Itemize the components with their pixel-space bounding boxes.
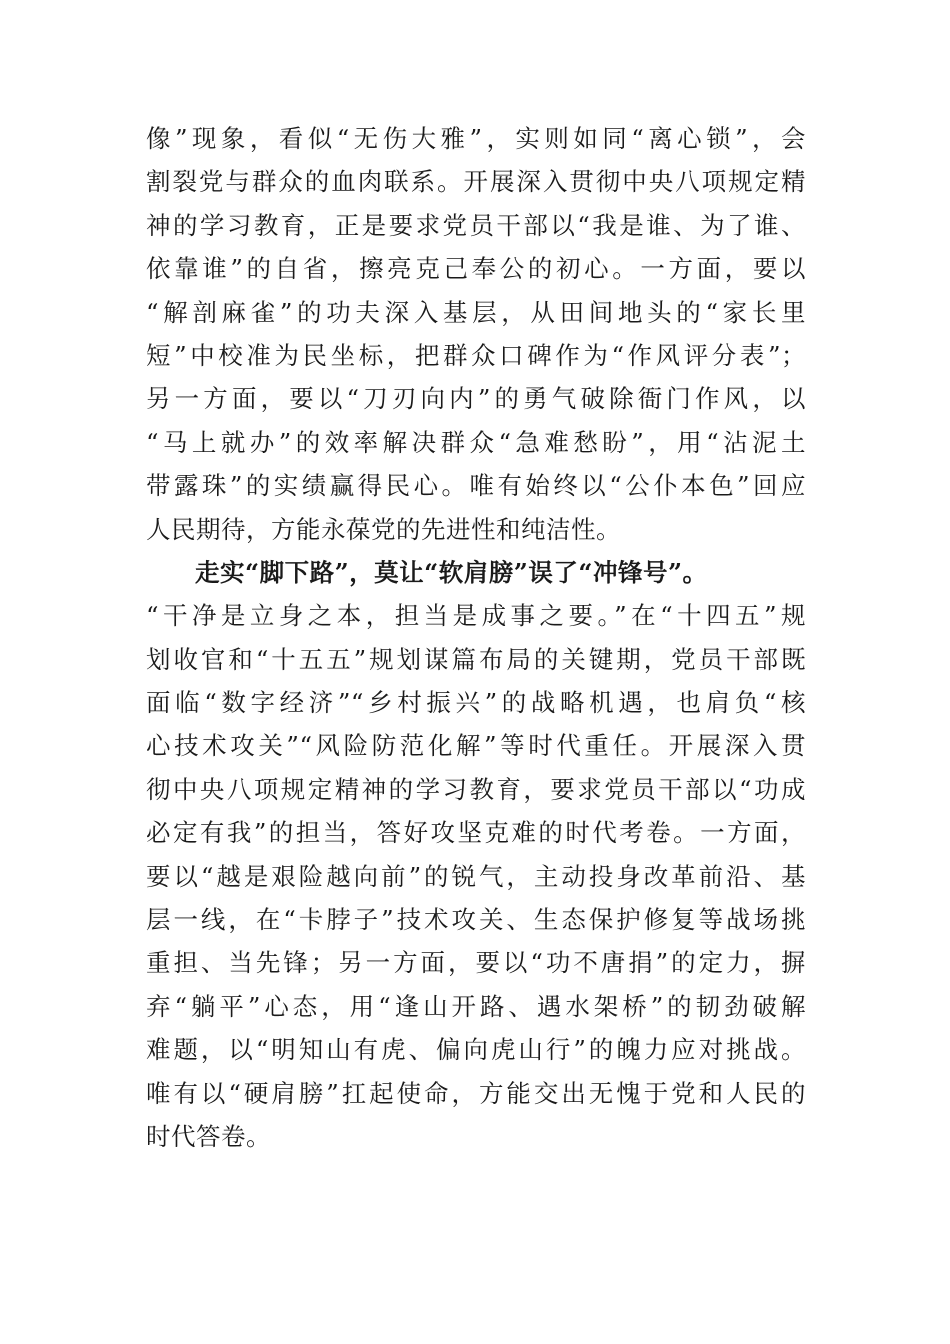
text-line: 弃“躺平”心态，用“逢山开路、遇水架桥”的韧劲破解 bbox=[146, 991, 806, 1021]
text-line: 心技术攻关”“风险防范化解”等时代重任。开展深入贯 bbox=[146, 731, 806, 761]
text-line: 割裂党与群众的血肉联系。开展深入贯彻中央八项规定精 bbox=[146, 167, 806, 197]
text-line: 依靠谁”的自省，擦亮克己奉公的初心。一方面，要以 bbox=[146, 254, 806, 284]
body-text bbox=[146, 117, 806, 1158]
text-line: “马上就办”的效率解决群众“急难愁盼”，用“沾泥土 bbox=[146, 427, 806, 457]
text-line: 另一方面，要以“刀刃向内”的勇气破除衙门作风，以 bbox=[146, 384, 806, 414]
section-heading: 走实“脚下路”，莫让“软肩膀”误了“冲锋号”。 bbox=[195, 557, 708, 587]
paragraph-2 bbox=[146, 551, 806, 1158]
text-line: 面临“数字经济”“乡村振兴”的战略机遇，也肩负“核 bbox=[146, 688, 806, 718]
text-line: 像”现象，看似“无伤大雅”，实则如同“离心锁”，会 bbox=[146, 124, 806, 153]
text-line: 人民期待，方能永葆党的先进性和纯洁性。 bbox=[146, 514, 621, 544]
text-line: 必定有我”的担当，答好攻坚克难的时代考卷。一方面， bbox=[146, 818, 806, 848]
text-line: 彻中央八项规定精神的学习教育，要求党员干部以“功成 bbox=[146, 774, 806, 804]
text-line: 重担、当先锋；另一方面，要以“功不唐捐”的定力，摒 bbox=[146, 948, 806, 978]
text-line: 短”中校准为民坐标，把群众口碑作为“作风评分表”； bbox=[146, 340, 806, 370]
text-line: 时代答卷。 bbox=[146, 1121, 271, 1151]
paragraph-1 bbox=[146, 117, 806, 551]
text-line: 神的学习教育，正是要求党员干部以“我是谁、为了谁、 bbox=[146, 210, 806, 240]
text-line: 唯有以“硬肩膀”扛起使命，方能交出无愧于党和人民的 bbox=[146, 1078, 806, 1108]
text-line: 划收官和“十五五”规划谋篇布局的关键期，党员干部既 bbox=[146, 644, 806, 674]
text-line: “干净是立身之本，担当是成事之要。”在“十四五”规 bbox=[146, 601, 806, 631]
text-line: “解剖麻雀”的功夫深入基层，从田间地头的“家长里 bbox=[146, 297, 806, 327]
text-line: 难题，以“明知山有虎、偏向虎山行”的魄力应对挑战。 bbox=[146, 1035, 806, 1065]
text-line: 层一线，在“卡脖子”技术攻关、生态保护修复等战场挑 bbox=[146, 905, 806, 935]
text-line: 带露珠”的实绩赢得民心。唯有始终以“公仆本色”回应 bbox=[146, 471, 806, 501]
text-line: 要以“越是艰险越向前”的锐气，主动投身改革前沿、基 bbox=[146, 861, 806, 891]
